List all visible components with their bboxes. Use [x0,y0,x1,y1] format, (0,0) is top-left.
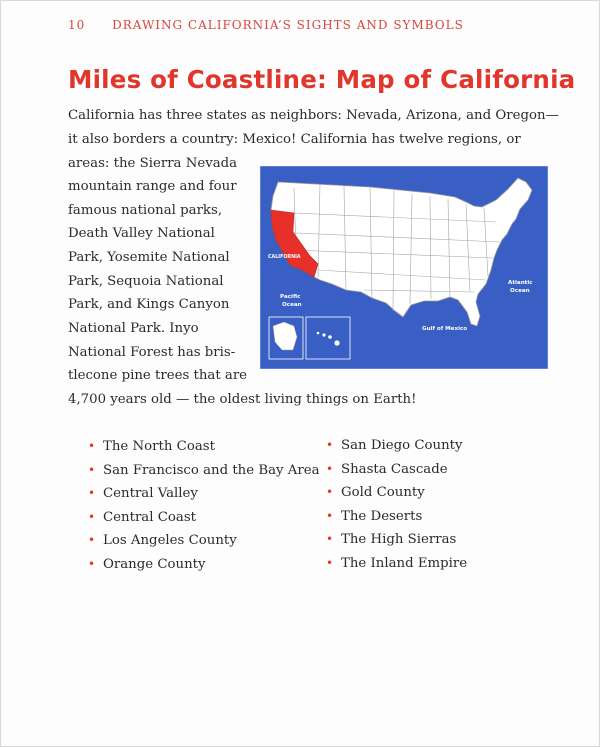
regions-list-right [326,434,467,575]
list-item [88,482,320,506]
paragraph-line: famous national parks, [68,203,223,218]
region-name: Orange County [103,556,206,572]
region-name: Central Valley [103,486,198,501]
list-item [326,458,467,482]
bullet-icon: • [326,438,334,452]
list-item [88,435,320,459]
paragraph-line: Park, and Kings Canyon [68,297,230,312]
paragraph-line: tlecone pine trees that are [68,368,248,383]
us-map [260,166,548,369]
paragraph-line: it also borders a country: Mexico! California has twelve regions, or [68,132,521,147]
paragraph-line: Death Valley National [68,226,215,241]
list-item [326,528,467,552]
paragraph-line: mountain range and four [68,179,237,194]
list-item [326,434,467,458]
bullet-icon: • [88,533,96,547]
bullet-icon: • [326,532,334,546]
bullet-icon: • [326,485,334,499]
list-item [326,481,467,505]
california-label: CALIFORNIA [268,255,301,260]
region-name: Central Coast [103,509,196,525]
region-name: The North Coast [103,439,215,454]
list-item [88,529,320,553]
list-item [88,506,320,530]
region-name: San Diego County [341,438,463,453]
region-name: The High Sierras [341,532,457,547]
paragraph-line: Park, Sequoia National [68,274,224,289]
atlantic-ocean-label: Atlantic Ocean [508,280,533,294]
running-header [68,18,464,32]
region-name: The Inland Empire [341,555,468,571]
paragraph-line: Park, Yosemite National [68,250,230,265]
region-name: Shasta Cascade [341,461,448,477]
region-name: San Francisco and the Bay Area [103,462,320,478]
list-item [326,505,467,529]
paragraph-line: California has three states as neighbors: Nevada, Arizona, and Oregon— [68,108,559,123]
region-name: Gold County [341,485,425,500]
bullet-icon: • [88,509,96,524]
page-number: 10 [68,18,86,32]
list-item [88,459,320,483]
region-name: Los Angeles County [103,533,237,548]
region-name: The Deserts [341,508,423,524]
gulf-of-mexico-label: Gulf of Mexico [422,326,468,332]
bullet-icon: • [326,555,334,570]
bullet-icon: • [88,439,96,453]
paragraph-line: areas: the Sierra Nevada [68,156,238,171]
bullet-icon: • [88,486,96,500]
bullet-icon: • [326,461,334,476]
list-item [88,553,320,577]
paragraph-line: National Park. Inyo [68,321,199,336]
pacific-ocean-label: Pacific Ocean [280,294,302,308]
bullet-icon: • [326,508,334,523]
bullet-icon: • [88,556,96,571]
running-title: DRAWING CALIFORNIA’S SIGHTS AND SYMBOLS [112,18,464,32]
paragraph-line: National Forest has bris- [68,345,236,360]
page-title: Miles of Coastline: Map of California [68,65,576,94]
list-item [326,552,467,576]
regions-list-left [88,435,320,576]
bullet-icon: • [88,462,96,477]
paragraph-line: 4,700 years old — the oldest living things on Earth! [68,392,417,407]
